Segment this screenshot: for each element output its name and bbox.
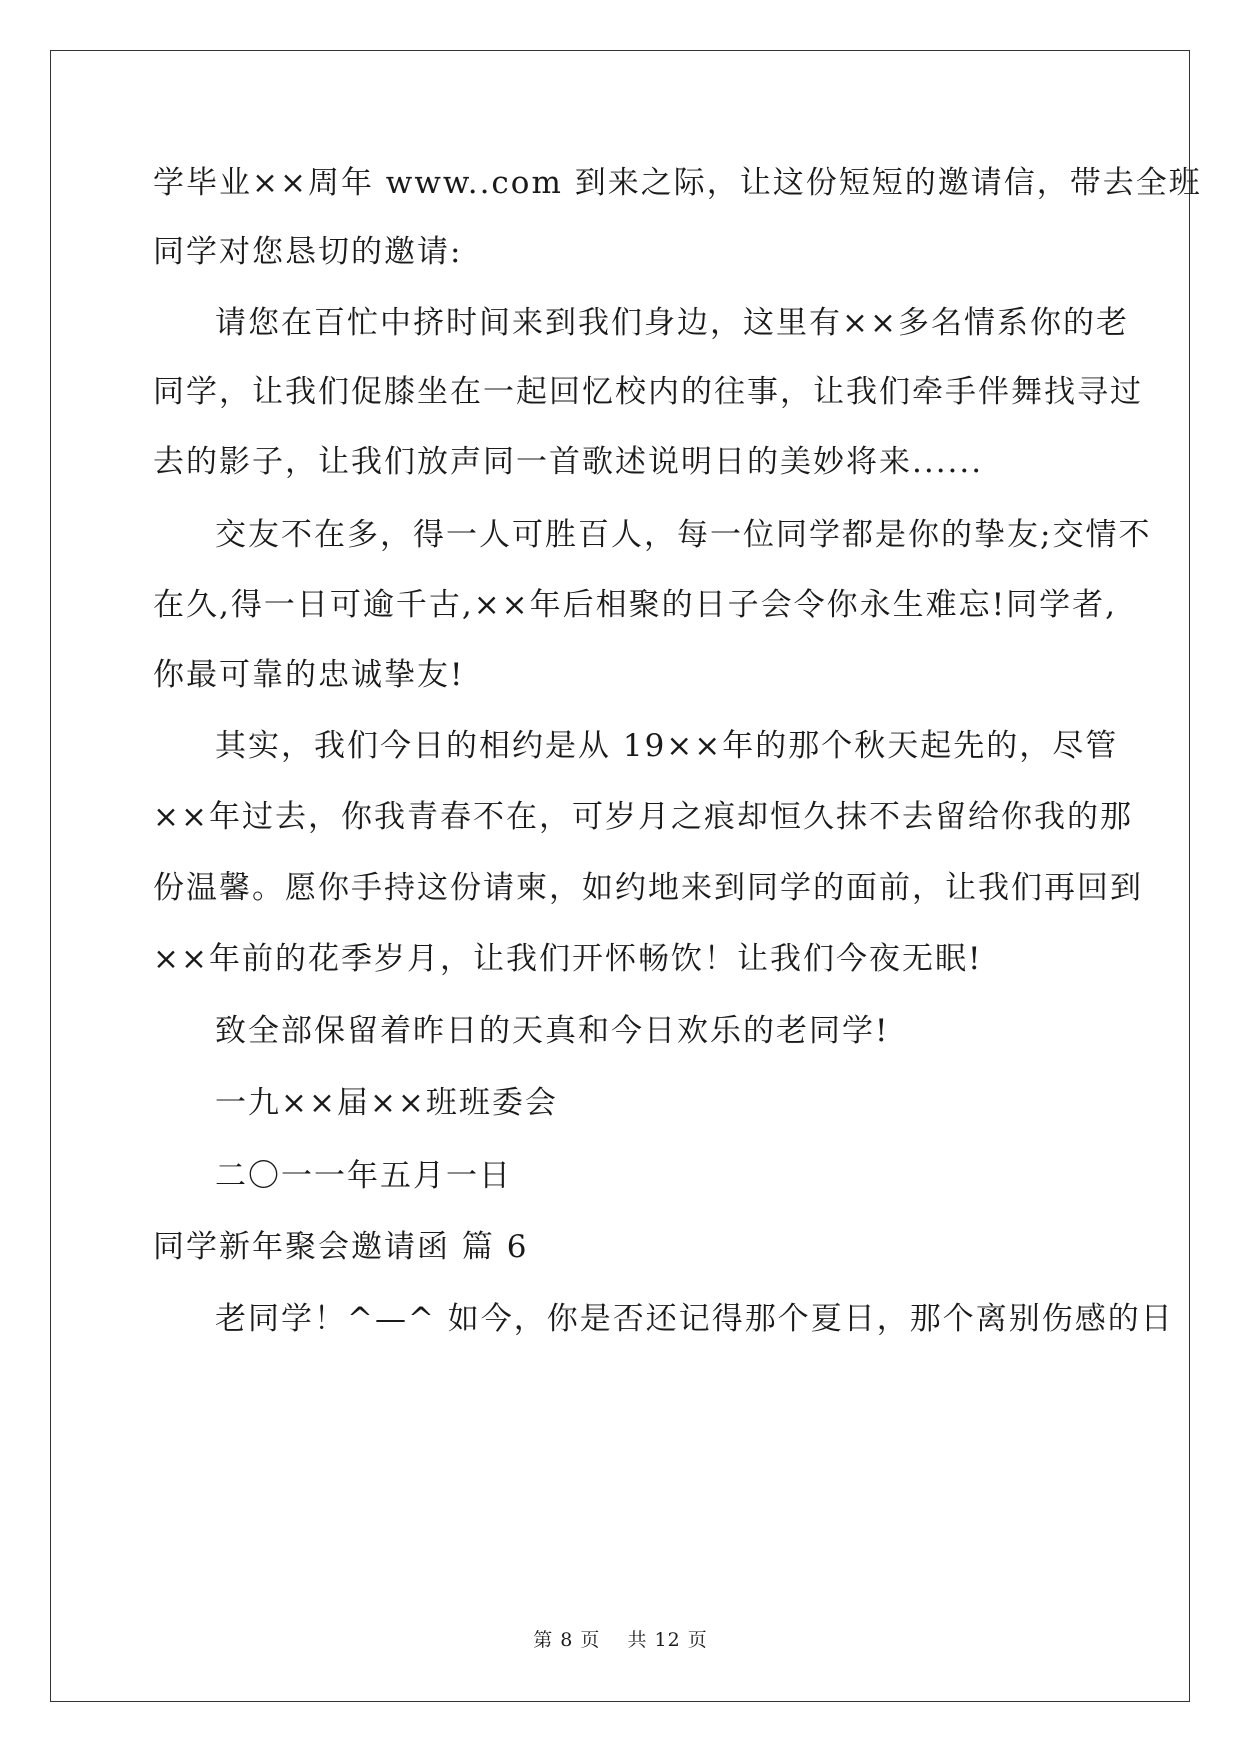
closing-line: 致全部保留着昨日的天真和今日欢乐的老同学! xyxy=(215,1013,890,1049)
signature-line: 一九××届××班班委会 xyxy=(215,1085,558,1121)
text-line: ××年前的花季岁月，让我们开怀畅饮！让我们今夜无眠! xyxy=(153,941,983,977)
text-line: 同学对您恳切的邀请: xyxy=(153,234,463,270)
section-heading: 同学新年聚会邀请函 篇 6 xyxy=(153,1229,529,1265)
date-line: 二〇一一年五月一日 xyxy=(215,1158,512,1194)
paragraph-start: 老同学！^—^ 如今，你是否还记得那个夏日，那个离别伤感的日 xyxy=(215,1301,1174,1337)
paragraph-start: 请您在百忙中挤时间来到我们身边，这里有××多名情系你的老 xyxy=(215,305,1129,341)
text-line: 学毕业××周年 www..com 到来之际，让这份短短的邀请信，带去全班 xyxy=(153,165,1202,201)
text-line: 在久,得一日可逾千古,××年后相聚的日子会令你永生难忘!同学者, xyxy=(153,587,1117,623)
text-line: 份温馨。愿你手持这份请柬，如约地来到同学的面前，让我们再回到 xyxy=(153,870,1143,906)
text-line: 你最可靠的忠诚挚友! xyxy=(153,657,465,693)
text-line: 去的影子，让我们放声同一首歌述说明日的美妙将来...... xyxy=(153,444,984,480)
paragraph-start: 交友不在多，得一人可胜百人，每一位同学都是你的挚友;交情不 xyxy=(215,517,1152,553)
page-number: 第 8 页 共 12 页 xyxy=(533,1629,708,1651)
paragraph-start: 其实，我们今日的相约是从 19××年的那个秋天起先的，尽管 xyxy=(215,728,1119,764)
text-line: ××年过去，你我青春不在，可岁月之痕却恒久抹不去留给你我的那 xyxy=(153,799,1133,835)
text-line: 同学，让我们促膝坐在一起回忆校内的往事，让我们牵手伴舞找寻过 xyxy=(153,374,1143,410)
